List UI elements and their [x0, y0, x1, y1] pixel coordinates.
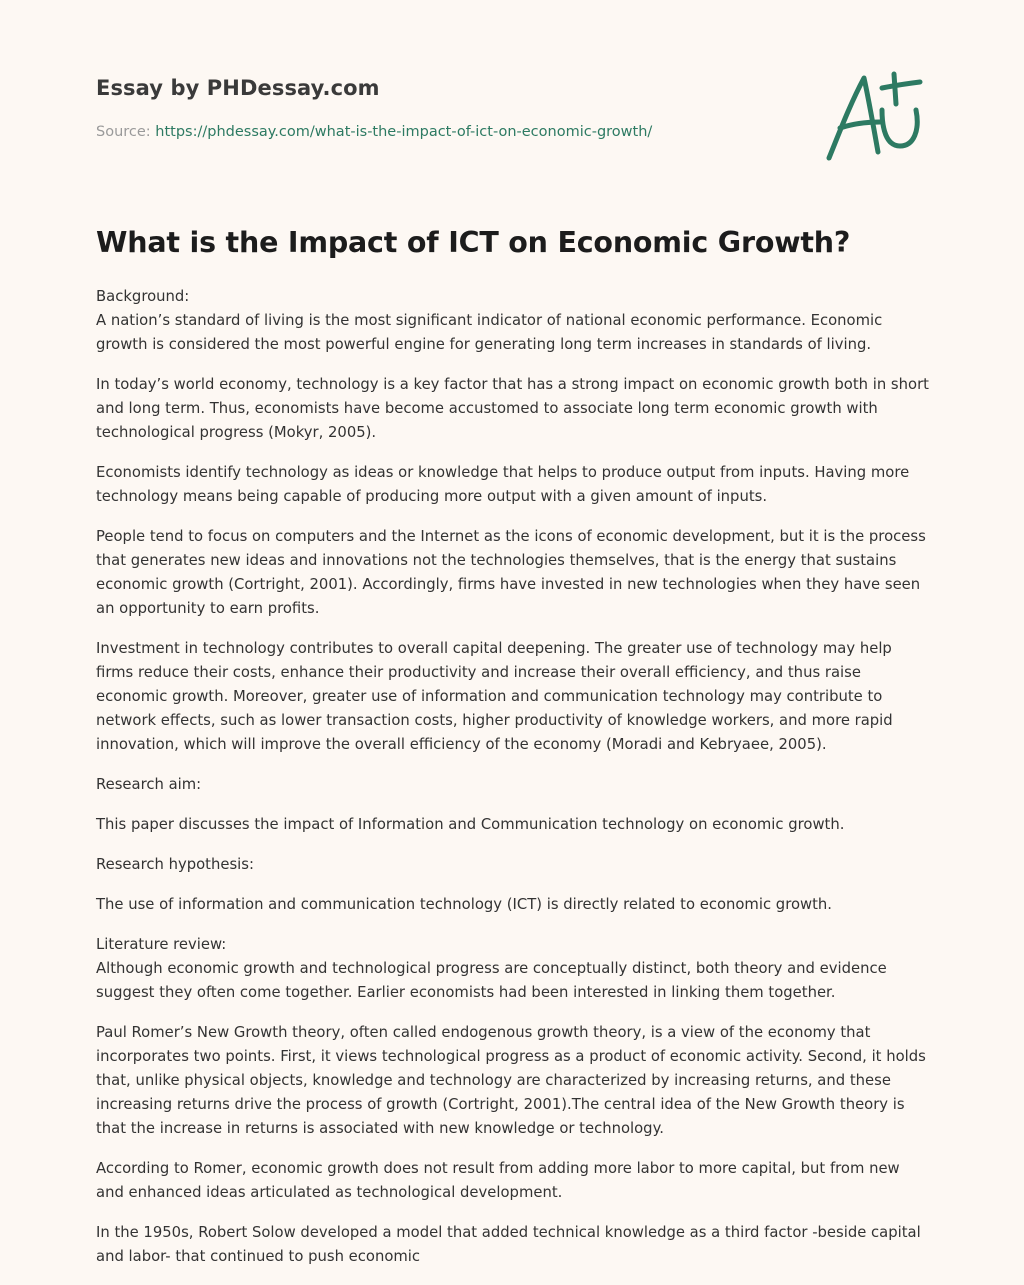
- article-body: [96, 285, 932, 1285]
- paragraph: The use of information and communication technology (ICT) is directly related to economic growth.: [96, 896, 832, 913]
- source-label: Source:: [96, 124, 156, 140]
- paragraph: Paul Romer’s New Growth theory, often called endogenous growth theory, is a view of the economy that incorporates two points. First, it views technological progress as a product of economic activity. Second, it holds that, unlike physical objects, knowledge and technology are characterized by increasing returns, and these increasing returns drive the process of growth (Cortright, 2001).The central idea of the New Growth theory is that the increase in returns is associated with new knowledge or technology.: [96, 1024, 926, 1137]
- section-heading-research-aim: Research aim:: [96, 776, 202, 793]
- a-plus-logo-icon: [820, 66, 930, 166]
- paragraph: Economists identify technology as ideas or knowledge that helps to produce output from inputs. Having more technology means being capable of producing more output with a given amount of inputs.: [96, 464, 910, 505]
- paragraph-literature-review: [96, 933, 932, 1005]
- page-title: What is the Impact of ICT on Economic Growth?: [96, 226, 851, 259]
- paragraph: People tend to focus on computers and the Internet as the icons of economic development, but it is the process that generates new ideas and innovations not the technologies themselves, that is the energy that sustains economic growth (Cortright, 2001). Accordingly, firms have invested in new technologies when they have seen an opportunity to earn profits.: [96, 528, 926, 617]
- paragraph-text: Although economic growth and technological progress are conceptually distinct, both theory and evidence suggest they often come together. Earlier economists had been interested in linking them together.: [96, 960, 887, 1001]
- paragraph-background: [96, 285, 932, 357]
- section-heading-research-hypothesis: Research hypothesis:: [96, 856, 254, 873]
- source-line: [96, 124, 652, 140]
- paragraph: In the 1950s, Robert Solow developed a model that added technical knowledge as a third factor -beside capital and labor- that continued to push economic: [96, 1224, 921, 1265]
- section-heading-background: Background:: [96, 288, 190, 305]
- paragraph: Investment in technology contributes to overall capital deepening. The greater use of technology may help firms reduce their costs, enhance their productivity and increase their overall efficiency, and thus raise economic growth. Moreover, greater use of information and communication technology may contribute to network effects, such as lower transaction costs, higher productivity of knowledge workers, and more rapid innovation, which will improve the overall efficiency of the economy (Moradi and Kebryaee, 2005).: [96, 640, 893, 753]
- paragraph: According to Romer, economic growth does not result from adding more labor to more capital, but from new and enhanced ideas articulated as technological development.: [96, 1160, 900, 1201]
- section-heading-literature-review: Literature review:: [96, 936, 227, 953]
- site-brand: Essay by PHDessay.com: [96, 76, 380, 100]
- source-link[interactable]: https://phdessay.com/what-is-the-impact-of-ict-on-economic-growth/: [155, 124, 653, 140]
- paragraph: In today’s world economy, technology is a key factor that has a strong impact on economic growth both in short and long term. Thus, economists have become accustomed to associate long term economic growth with technological progress (Mokyr, 2005).: [96, 376, 929, 441]
- paragraph: This paper discusses the impact of Information and Communication technology on economic growth.: [96, 816, 845, 833]
- paragraph-text: A nation’s standard of living is the most significant indicator of national economic performance. Economic growth is considered the most powerful engine for generating long term increases in standards of living.: [96, 312, 883, 353]
